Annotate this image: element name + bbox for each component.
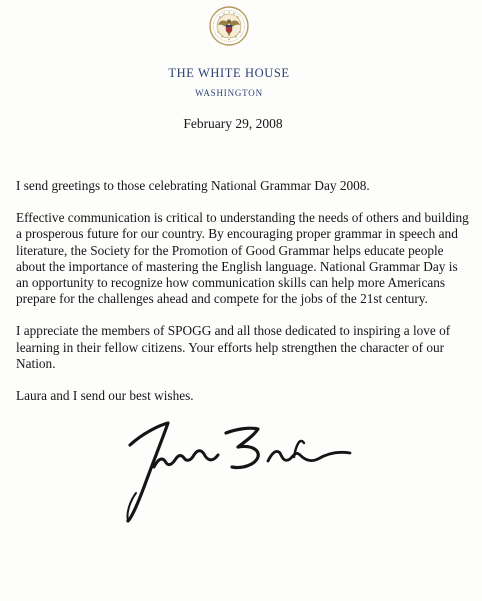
presidential-seal-icon (209, 6, 249, 46)
paragraph-main: Effective communication is critical to understanding the needs of others and building a prosperous future for our country. By encouraging proper grammar in speech and literature, the Society for the Promotion of Good Grammar helps educate people about the importance of mastering the English language. National Grammar Day is an opportunity to recognize how communication skills can help more Americans prepare for the challenges ahead and compete for the jobs of the 21st century. (16, 210, 469, 307)
paragraph-closing: Laura and I send our best wishes. (16, 388, 194, 404)
letter-body (16, 178, 471, 420)
paragraph-greeting: I send greetings to those celebrating National Grammar Day 2008. (16, 178, 370, 193)
handwritten-signature-icon (118, 405, 358, 525)
paragraph-appreciation: I appreciate the members of SPOGG and all those dedicated to inspiring a love of learning in their fellow citizens. Your efforts help strengthen the character of our Nation. (16, 323, 451, 371)
letterhead-title: THE WHITE HOUSE (168, 66, 290, 80)
letter-date: February 29, 2008 (183, 116, 283, 131)
letterhead-subtitle: WASHINGTON (195, 88, 263, 98)
